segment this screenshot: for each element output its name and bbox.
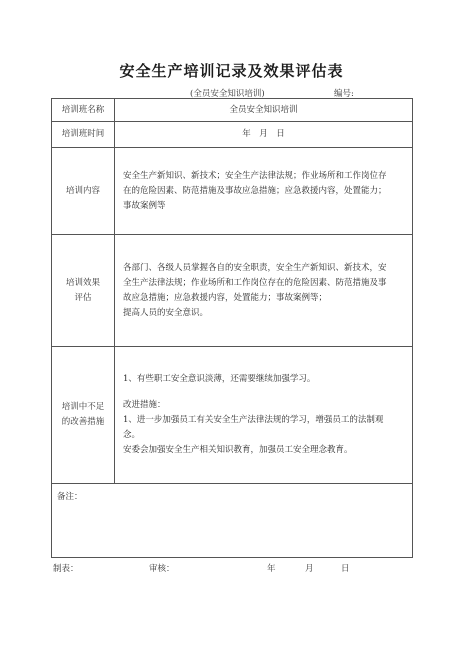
class-name-label: 培训班名称 [52,99,115,122]
date-year: 年 [267,564,276,574]
row-class-time [52,122,413,148]
subtitle: (全员安全知识培训) [190,89,265,99]
effect-line: 各部门、各级人员掌握各自的安全职责，安全生产新知识、新技术，安 [123,262,387,273]
content-value [115,148,413,235]
row-remarks [52,484,413,558]
content-line: 事故案例等 [123,200,166,211]
row-effect [52,235,413,347]
issues-label: 培训中不足 的改善措施 [52,347,115,484]
effect-line: 全生产法律法规；作业场所和工作岗位存在的危险因素、防范措施及事 [123,277,387,288]
effect-line: 故应急措施；应急救援内容，处置能力；事故案例等； [123,292,328,303]
issues-line: 1、进一步加强员工有关安全生产法律法规的学习，增强员工的法制观 [123,415,384,425]
effect-value [115,235,413,347]
row-content [52,148,413,235]
content-line: 安全生产新知识、新技术；安全生产法律法规；作业场所和工作岗位存 [123,170,387,181]
document-title: 安全生产培训记录及效果评估表 [119,62,344,80]
reviewed-by-label: 审核： [149,564,175,574]
row-class-name [52,99,413,122]
issues-line: 安委会加强安全生产相关知识教育，加强员工安全理念教育。 [123,445,353,455]
effect-label: 培训效果 评估 [52,235,115,347]
issues-value [115,347,413,484]
class-time-value: 年 月 日 [115,122,413,148]
issues-line: 改进措施： [123,400,166,410]
issues-line: 念。 [123,430,141,440]
issues-line: 1、有些职工安全意识淡薄，还需要继续加强学习。 [123,374,316,384]
effect-line: 提高人员的安全意识。 [123,307,209,318]
prepared-by-label: 制表： [53,564,79,574]
remarks-cell [52,484,413,558]
content-label: 培训内容 [52,148,115,235]
signature-footer [0,562,463,576]
content-line: 在的危险因素、防范措施及事故应急措施；应急救援内容，处置能力； [123,185,387,196]
row-issues [52,347,413,484]
date-day: 日 [341,564,350,574]
remarks-label: 备注： [57,492,83,502]
serial-number-label: 编号: [334,89,354,99]
class-name-value: 全员安全知识培训 [115,99,413,122]
training-record-table [51,98,413,558]
date-month: 月 [305,564,314,574]
class-time-label: 培训班时间 [52,122,115,148]
